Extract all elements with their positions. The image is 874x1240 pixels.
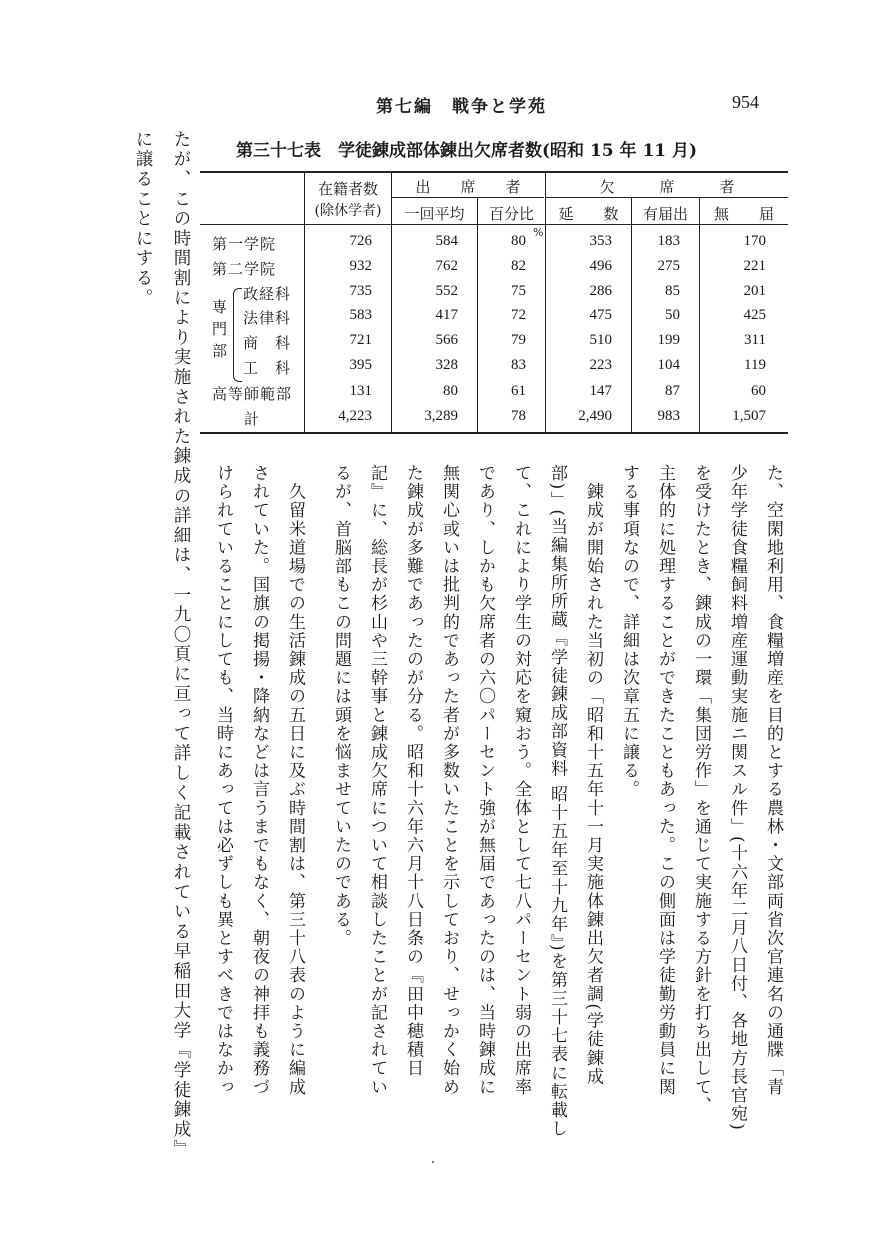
cell-enrolled: 932	[349, 258, 372, 274]
cell-enrolled: 395	[349, 357, 372, 373]
body-text-column: 錬成が開始された当初の「昭和十五年十一月実施体錬出欠者調(学徒錬成	[583, 464, 603, 1087]
cell-enrolled: 4,223	[338, 408, 372, 424]
table-top-rule	[200, 171, 788, 173]
body-text-column: されていた。国旗の掲揚・降納などは言うまでもなく、朝夜の神拝も義務づ	[249, 464, 269, 1097]
cell-notified: 275	[657, 258, 680, 274]
cell-enrolled: 583	[349, 307, 372, 323]
row-label-total: 計	[244, 410, 261, 428]
cell-notified: 85	[665, 283, 680, 299]
specialist-division-brace	[233, 288, 242, 382]
cell-percentage: 79	[511, 332, 526, 348]
cell-percentage: 80	[511, 233, 526, 249]
cell-percentage: 82	[511, 258, 526, 274]
row-label: 第二学院	[212, 260, 277, 278]
table-title: 第三十七表 学徒錬成部体錬出欠席者数(昭和 15 年 11 月)	[236, 141, 698, 161]
scan-speck	[432, 1161, 434, 1163]
cell-total: 475	[589, 307, 612, 323]
body-text-column: けられていることにしても、当時にあっては必ずしも異とすべきではなかっ	[213, 464, 233, 1097]
cell-unnotified: 119	[744, 357, 766, 373]
cell-average: 417	[435, 307, 458, 323]
cell-percentage: 83	[511, 357, 526, 373]
body-text-column: 主体的に処理することができたこともあった。この側面は学徒勤労動員に関	[655, 464, 675, 1097]
table-bottom-rule	[200, 432, 788, 434]
body-text-column: であり、しかも欠席者の六〇パーセント強が無届であったのは、当時錬成に	[475, 464, 495, 1097]
cell-total: 2,490	[578, 408, 612, 424]
cell-total: 510	[589, 332, 612, 348]
running-header-title: 第七編 戦争と学苑	[376, 97, 547, 117]
header-enrolled-sub: (除休学者)	[314, 203, 382, 219]
cell-average: 566	[435, 332, 458, 348]
cell-unnotified: 201	[743, 283, 766, 299]
cell-percentage: 72	[511, 307, 526, 323]
body-text-column: する事項なので、詳細は次章五に譲る。	[619, 464, 639, 799]
row-label: 工 科	[243, 359, 292, 377]
body-text-column: るが、首脳部もこの問題には頭を悩ませていたのである。	[331, 464, 351, 948]
header-absence: 欠 席 者	[599, 178, 735, 196]
body-text-column: 記』に、総長が杉山や三幹事と錬成欠席について相談したことが記されてい	[367, 464, 387, 1097]
body-text-column: た、空閑地利用、食糧増産を目的とする農林・文部両省次官連名の通牒「青	[763, 464, 783, 1097]
cell-enrolled: 131	[349, 383, 372, 399]
cell-notified: 87	[665, 383, 680, 399]
cell-notified: 199	[657, 332, 680, 348]
cell-average: 762	[435, 258, 458, 274]
cell-percentage: 61	[511, 383, 526, 399]
cell-total: 496	[589, 258, 612, 274]
header-notified: 有届出	[642, 205, 688, 223]
cell-unnotified: 60	[751, 383, 766, 399]
header-per-session-average: 一回平均	[404, 205, 465, 223]
cell-percentage: 78	[511, 408, 526, 424]
cell-average: 328	[435, 357, 458, 373]
page-number: 954	[732, 92, 759, 112]
cell-enrolled: 726	[349, 233, 372, 249]
cell-unnotified: 311	[744, 332, 766, 348]
cell-unnotified: 1,507	[732, 408, 766, 424]
cell-total: 147	[589, 383, 612, 399]
cell-total: 286	[589, 283, 612, 299]
header-total-count: 延 数	[558, 205, 619, 223]
cell-average: 3,289	[424, 408, 458, 424]
body-text-column: を受けたとき、錬成の一環「集団労作」を通じて実施する方針を打ち出して、	[691, 464, 711, 1115]
body-text-column: た錬成が多難であったのが分る。昭和十六年六月十八日条の『田中穂積日	[403, 464, 423, 1078]
row-label: 政経科	[243, 285, 292, 303]
row-label: 第一学院	[212, 235, 277, 253]
cell-notified: 104	[657, 357, 680, 373]
cell-unnotified: 170	[743, 233, 766, 249]
col-rule-1	[304, 172, 305, 432]
body-text-column: て、これにより学生の対応を窺おう。全体として七八パーセント弱の出席率	[511, 464, 531, 1097]
body-text-column: 部)」(当編集所所蔵『学徒錬成部資料 昭十五年至十九年』)を第三十七表に転載し	[547, 464, 567, 1139]
body-text-column: 久留米道場での生活錬成の五日に及ぶ時間割は、第三十八表のように編成	[285, 464, 305, 1097]
header-enrolled: 在籍者数	[317, 180, 378, 198]
row-label: 商 科	[243, 334, 292, 352]
header-percentage: 百分比	[488, 205, 534, 223]
cell-percentage: 75	[511, 283, 526, 299]
header-group-rule-attendance	[392, 197, 544, 198]
cell-total: 223	[589, 357, 612, 373]
percent-mark: %	[533, 226, 544, 239]
body-text-column-long: に譲ることにする。	[133, 130, 153, 309]
specialist-division-char-2: 門	[212, 320, 229, 338]
cell-average: 552	[435, 283, 458, 299]
cell-enrolled: 721	[349, 332, 372, 348]
cell-notified: 50	[665, 307, 680, 323]
body-text-column: 少年学徒食糧飼料増産運動実施ニ関スル件」(十六年二月八日付、各地方長官宛)	[727, 464, 747, 1132]
body-text-column-long: たが、この時間割により実施された錬成の詳細は、一九〇頁に亘って詳しく記載されている早稲田大学『学徒錬成』	[171, 130, 191, 1160]
header-group-rule-absence	[546, 197, 788, 198]
cell-average: 80	[443, 383, 458, 399]
cell-unnotified: 425	[743, 307, 766, 323]
cell-average: 584	[435, 233, 458, 249]
header-unnotified: 無 届	[713, 205, 774, 223]
cell-enrolled: 735	[349, 283, 372, 299]
cell-unnotified: 221	[743, 258, 766, 274]
body-text-column: 無関心或いは批判的であった者が多数いたことを示しており、せっかく始め	[439, 464, 459, 1097]
specialist-division-char-3: 部	[212, 342, 229, 360]
specialist-division-char-1: 専	[212, 298, 229, 316]
row-label: 高等師範部	[212, 385, 293, 403]
cell-notified: 983	[657, 408, 680, 424]
header-attendance: 出 席 者	[415, 178, 521, 196]
row-label: 法律科	[243, 309, 292, 327]
cell-total: 353	[589, 233, 612, 249]
cell-notified: 183	[657, 233, 680, 249]
